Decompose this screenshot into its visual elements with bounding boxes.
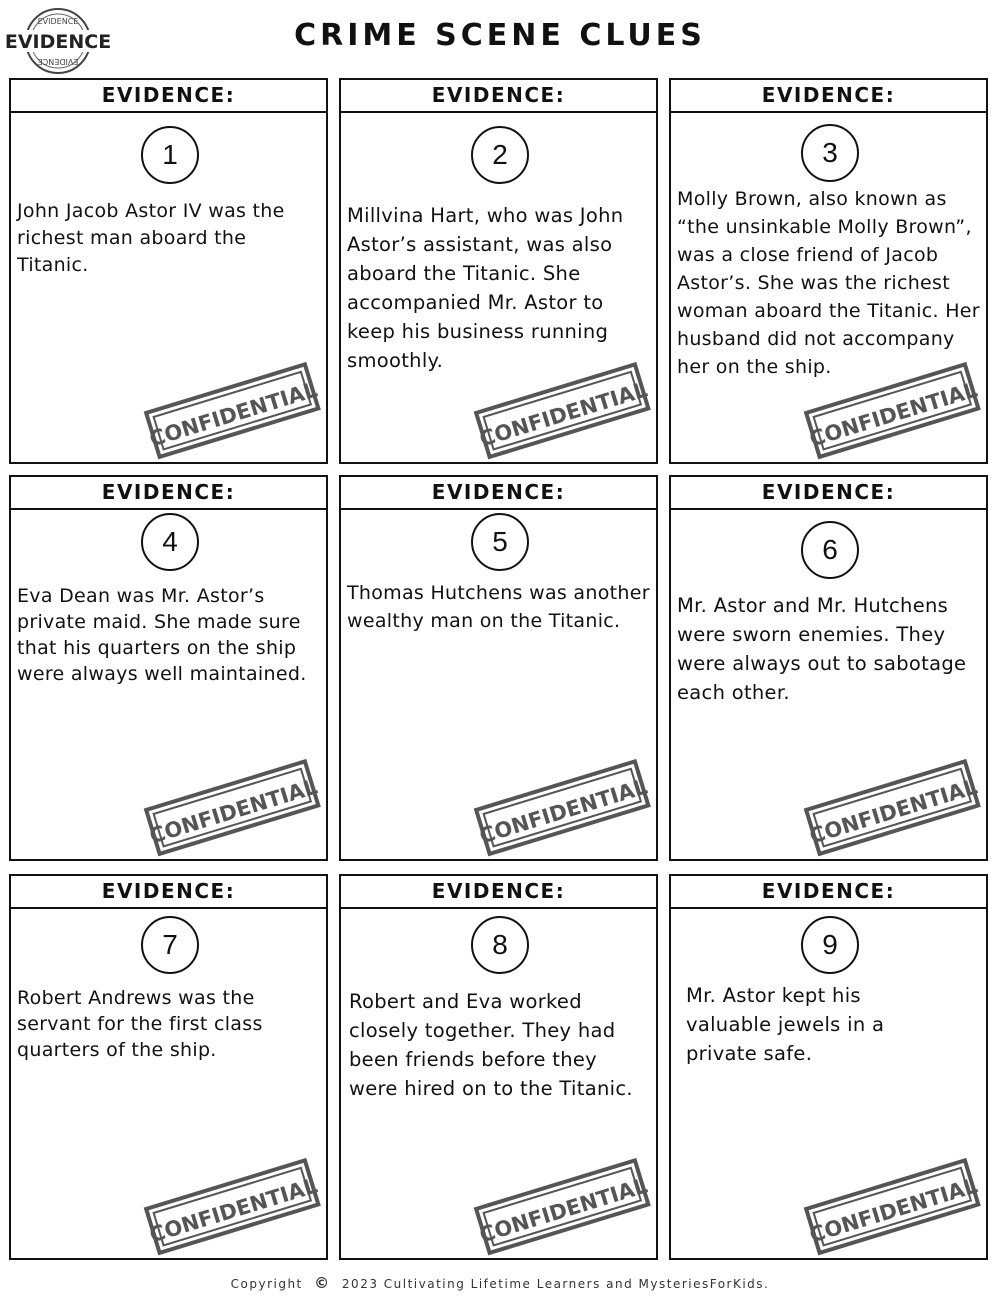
evidence-number: 8 <box>471 916 529 974</box>
card-header: EVIDENCE: <box>341 477 656 510</box>
evidence-card-5 <box>339 475 658 861</box>
confidential-stamp-icon <box>139 362 324 457</box>
copyright-text: 2023 Cultivating Lifetime Learners and MysteriesForKids. <box>341 1277 770 1291</box>
copyright-icon: © <box>314 1274 331 1292</box>
svg-text:CONFIDENTIAL: CONFIDENTIAL <box>476 774 651 849</box>
svg-text:CONFIDENTIAL: CONFIDENTIAL <box>476 377 651 452</box>
confidential-stamp-icon <box>799 1158 984 1253</box>
evidence-number: 9 <box>801 916 859 974</box>
svg-text:CONFIDENTIAL: CONFIDENTIAL <box>806 774 981 849</box>
svg-text:CONFIDENTIAL: CONFIDENTIAL <box>146 1173 321 1248</box>
card-header: EVIDENCE: <box>341 80 656 113</box>
svg-text:CONFIDENTIAL: CONFIDENTIAL <box>806 1173 981 1248</box>
copyright-footer <box>0 1274 1000 1292</box>
card-header: EVIDENCE: <box>671 876 986 909</box>
evidence-number: 1 <box>141 126 199 184</box>
svg-text:CONFIDENTIAL: CONFIDENTIAL <box>146 774 321 849</box>
evidence-card-4 <box>9 475 328 861</box>
page-title: CRIME SCENE CLUES <box>294 18 706 53</box>
confidential-stamp-icon <box>139 759 324 854</box>
evidence-card-9 <box>669 874 988 1260</box>
svg-text:CONFIDENTIAL: CONFIDENTIAL <box>476 1173 651 1248</box>
confidential-stamp-icon <box>799 759 984 854</box>
evidence-number: 2 <box>471 126 529 184</box>
confidential-stamp-icon <box>469 362 654 457</box>
card-header: EVIDENCE: <box>11 876 326 909</box>
clue-text: Mr. Astor kept his valuable jewels in a private safe. <box>686 984 885 1065</box>
clue-text: Eva Dean was Mr. Astor’s private maid. She made sure that his quarters on the ship were always well maintained. <box>17 585 307 685</box>
card-header: EVIDENCE: <box>11 80 326 113</box>
evidence-card-3 <box>669 78 988 464</box>
evidence-card-8 <box>339 874 658 1260</box>
svg-text:CONFIDENTIAL: CONFIDENTIAL <box>146 377 321 452</box>
evidence-number: 3 <box>801 124 859 182</box>
evidence-number: 6 <box>801 521 859 579</box>
svg-text:EVIDENCE: EVIDENCE <box>4 31 112 53</box>
svg-text:CONFIDENTIAL: CONFIDENTIAL <box>806 377 981 452</box>
evidence-number: 4 <box>141 513 199 571</box>
svg-text:EVIDENCE: EVIDENCE <box>37 17 79 26</box>
clue-text: Molly Brown, also known as “the unsinkable Molly Brown”, was a close friend of Jacob Astor’s. She was the richest woman aboard the Titanic. Her husband did not accompany her on the ship. <box>677 188 980 378</box>
evidence-number: 7 <box>141 916 199 974</box>
confidential-stamp-icon <box>469 759 654 854</box>
card-header: EVIDENCE: <box>671 80 986 113</box>
confidential-stamp-icon <box>469 1158 654 1253</box>
clue-text: John Jacob Astor IV was the richest man aboard the Titanic. <box>17 200 285 276</box>
evidence-number: 5 <box>471 513 529 571</box>
evidence-card-7 <box>9 874 328 1260</box>
clue-text: Mr. Astor and Mr. Hutchens were sworn enemies. They were always out to sabotage each other. <box>677 594 967 704</box>
clue-text: Robert and Eva worked closely together. They had been friends before they were hired on to the Titanic. <box>349 990 633 1100</box>
card-header: EVIDENCE: <box>11 477 326 510</box>
evidence-card-6 <box>669 475 988 861</box>
copyright-prefix: Copyright <box>230 1277 303 1291</box>
card-header: EVIDENCE: <box>341 876 656 909</box>
card-header: EVIDENCE: <box>671 477 986 510</box>
evidence-card-1 <box>9 78 328 464</box>
clue-text: Thomas Hutchens was another wealthy man on the Titanic. <box>347 582 650 632</box>
clue-text: Robert Andrews was the servant for the first class quarters of the ship. <box>17 987 263 1061</box>
confidential-stamp-icon <box>799 362 984 457</box>
svg-text:EVIDENCE: EVIDENCE <box>37 57 79 66</box>
clue-text: Millvina Hart, who was John Astor’s assistant, was also aboard the Titanic. She accompanied Mr. Astor to keep his business running smoothly. <box>347 204 624 372</box>
confidential-stamp-icon <box>139 1158 324 1253</box>
evidence-card-2 <box>339 78 658 464</box>
